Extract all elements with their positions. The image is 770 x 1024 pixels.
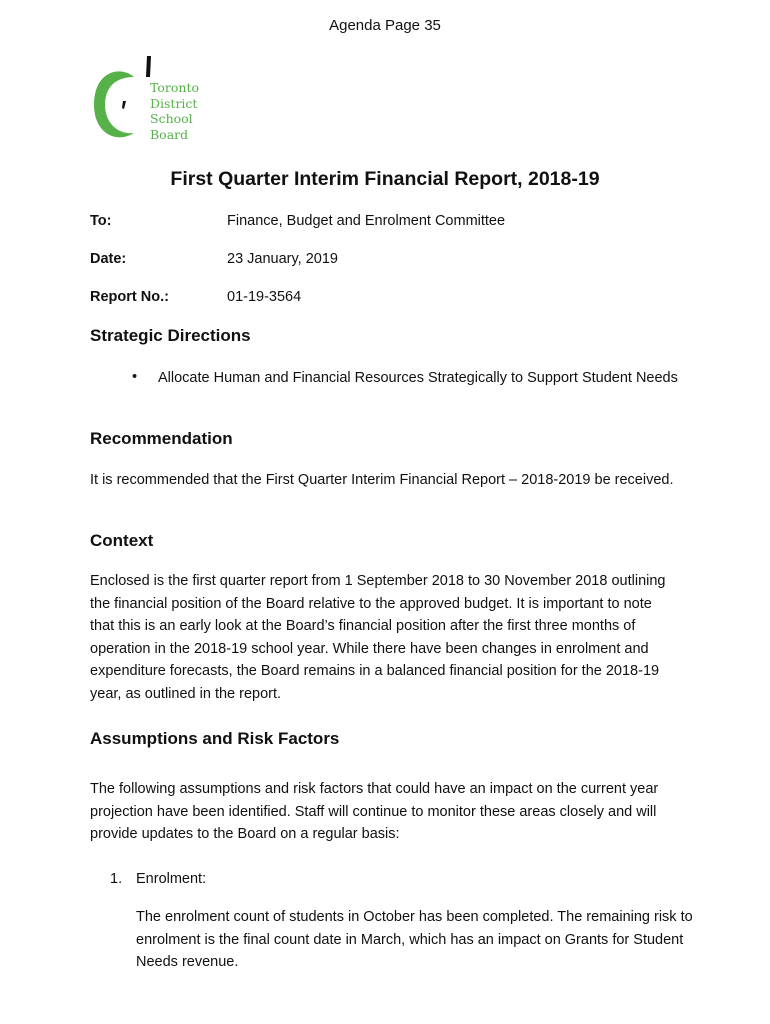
to-value: Finance, Budget and Enrolment Committee bbox=[227, 213, 506, 229]
assumptions-intro: The following assumptions and risk factors that could have an impact on the current year projection have been identified. Staff will continue to monitor these areas closely and will provide updates to the Board on a regular basis: bbox=[90, 781, 659, 842]
enrolment-label: Enrolment: bbox=[136, 871, 207, 887]
logo-text-toronto: Toronto bbox=[150, 80, 199, 95]
enrolment-text: The enrolment count of students in October has been completed. The remaining risk to enrolment is the final count date in March, which has an impact on Grants for Student Needs revenue. bbox=[136, 909, 693, 970]
report-number-label: Report No.: bbox=[90, 289, 169, 305]
strategic-direction-item: Allocate Human and Financial Resources Strategically to Support Student Needs bbox=[158, 370, 678, 386]
strategic-directions-heading: Strategic Directions bbox=[90, 326, 251, 345]
assumptions-heading: Assumptions and Risk Factors bbox=[90, 729, 340, 748]
report-title: First Quarter Interim Financial Report, 2018-19 bbox=[170, 168, 600, 190]
recommendation-heading: Recommendation bbox=[90, 429, 233, 448]
to-label: To: bbox=[90, 213, 112, 229]
context-text: Enclosed is the first quarter report from 1 September 2018 to 30 November 2018 outlining the financial position of the Board relative to the approved budget. It is important to note that this is an early look at the Board’s financial position after the first three months of operation in the 2018-19 school year. While there have been changes in enrolment and expenditure forecasts, the Board remains in a balanced financial position for the 2018-19 year, as outlined in the report. bbox=[90, 573, 666, 702]
recommendation-text: It is recommended that the First Quarter Interim Financial Report – 2018-2019 be received. bbox=[90, 472, 674, 488]
logo-text-board: Board bbox=[150, 126, 189, 142]
logo-text-district: District bbox=[150, 95, 198, 111]
bullet-icon: • bbox=[132, 369, 138, 385]
agenda-page-header: Agenda Page 35 bbox=[329, 17, 441, 34]
list-item-number: 1. bbox=[110, 871, 123, 887]
date-value: 23 January, 2019 bbox=[227, 251, 338, 267]
report-number-value: 01-19-3564 bbox=[227, 289, 302, 305]
tdsb-logo bbox=[90, 53, 220, 148]
context-heading: Context bbox=[90, 531, 154, 550]
logo-text-school: School bbox=[150, 111, 193, 126]
date-label: Date: bbox=[90, 251, 127, 267]
